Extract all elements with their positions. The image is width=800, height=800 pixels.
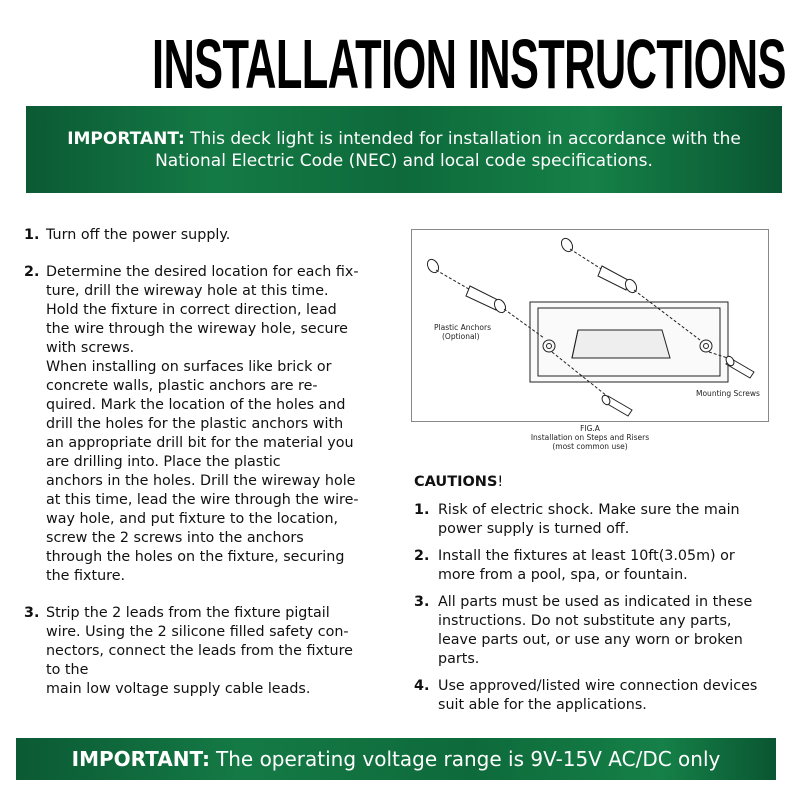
important-banner-line-1 xyxy=(26,128,782,150)
step-2 xyxy=(24,263,384,586)
caution-text: Install the fixtures at least 10ft(3.05m) or more from a pool, spa, or fountain. xyxy=(438,548,735,583)
installation-diagram xyxy=(412,230,768,421)
step-text: Determine the desired location for each fix- ture, drill the wireway hole at this time. Hold the fixture in correct direction, lead the wire through the wireway hole, secure with screws. When installing on surfaces like brick or concrete walls, plastic anchors are re- quired. Mark the location of the holes and drill the holes for the plastic anchors with an appropriate drill bit for the material you are drilling into. Place the plastic anchors in the holes. Drill the wireway hole at this time, lead the wire through the wire- way hole, and put fixture to the location, screw the 2 screws into the anchors through the holes on the fixture, securing the fixture. xyxy=(46,264,359,584)
caution-item-1 xyxy=(414,501,784,539)
voltage-text: The operating voltage range is 9V-15V AC/DC only xyxy=(216,747,721,771)
important-text-line-1: This deck light is intended for installation in accordance with the xyxy=(190,129,741,149)
important-banner-bottom xyxy=(16,738,776,780)
step-3 xyxy=(24,604,384,699)
caution-number: 2. xyxy=(414,548,430,564)
important-label: IMPORTANT: xyxy=(71,747,211,771)
figure-caption-line-2: (most common use) xyxy=(552,442,628,451)
page-title: INSTALLATION INSTRUCTIONS xyxy=(152,25,786,103)
cautions-heading xyxy=(414,474,503,490)
cautions-list xyxy=(414,501,784,723)
step-1 xyxy=(24,226,384,245)
caution-item-2 xyxy=(414,547,784,585)
cautions-mark: ! xyxy=(497,474,504,490)
caution-text: All parts must be used as indicated in these instructions. Do not substitute any parts, leave parts out, or use any worn or broken parts. xyxy=(438,594,753,667)
caution-number: 1. xyxy=(414,502,430,518)
figure-caption-line-1: Installation on Steps and Risers xyxy=(530,433,650,442)
caution-text: Use approved/listed wire connection devices suit able for the applications. xyxy=(438,678,758,713)
caution-item-4 xyxy=(414,677,784,715)
important-text-line-2: National Electric Code (NEC) and local code specifications. xyxy=(155,151,653,171)
step-text: Strip the 2 leads from the fixture pigtail wire. Using the 2 silicone filled safety con- nectors, connect the leads from the fixture to the main low voltage supply cable leads. xyxy=(46,605,353,697)
installation-figure xyxy=(411,229,769,422)
label-plastic-anchors: Plastic Anchors xyxy=(434,323,491,332)
figure-caption xyxy=(411,424,769,451)
label-optional: (Optional) xyxy=(442,332,480,341)
caution-number: 4. xyxy=(414,678,430,694)
step-text: Turn off the power supply. xyxy=(46,227,231,243)
step-number: 1. xyxy=(24,227,40,243)
step-number: 2. xyxy=(24,264,40,280)
caution-number: 3. xyxy=(414,594,430,610)
label-mounting-screws: Mounting Screws xyxy=(696,389,760,398)
figure-caption-title: FIG.A xyxy=(580,424,600,433)
caution-text: Risk of electric shock. Make sure the main power supply is turned off. xyxy=(438,502,740,537)
cautions-title: CAUTIONS xyxy=(414,474,498,490)
step-number: 3. xyxy=(24,605,40,621)
important-label: IMPORTANT: xyxy=(67,129,185,149)
installation-steps xyxy=(24,226,384,717)
caution-item-3 xyxy=(414,593,784,669)
fixture-plate xyxy=(530,302,728,382)
important-banner-top xyxy=(26,106,782,193)
